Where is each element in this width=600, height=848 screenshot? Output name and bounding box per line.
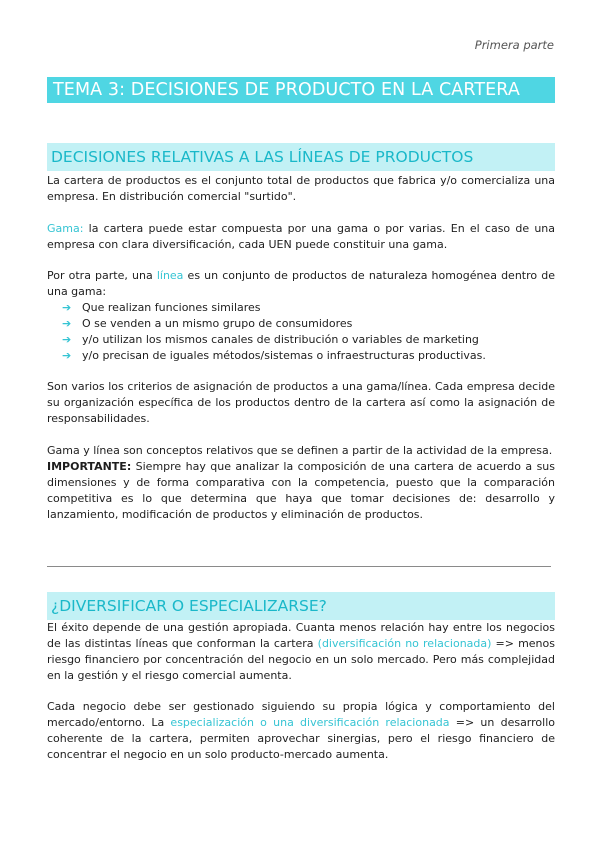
paragraph-cartera-text: La cartera de productos es el conjunto total de productos que fabrica y/o comercializa una empresa. En distribución comercial "surtido".: [47, 174, 555, 203]
section-heading-diversify: ¿DIVERSIFICAR O ESPECIALIZARSE?: [47, 592, 555, 620]
term-linea: línea: [156, 269, 184, 282]
list-item: [62, 316, 486, 332]
arrow-right-icon: ➔: [62, 301, 72, 314]
list-item-text: O se venden a un mismo grupo de consumidores: [82, 317, 353, 330]
term-diversificacion-no-relacionada: (diversificación no relacionada): [317, 637, 492, 650]
paragraph-gama: [47, 221, 555, 253]
paragraph-linea: [47, 268, 555, 300]
paragraph-gama-text: la cartera puede estar compuesta por una gama o por varias. En el caso de una empresa con clara diversificación, cada UEN puede constituir una gama.: [47, 222, 555, 251]
term-especializacion: especialización o una diversificación relacionada: [170, 716, 450, 729]
list-item-text: y/o utilizan los mismos canales de distribución o variables de marketing: [82, 333, 479, 346]
line-criteria-list: [62, 300, 486, 364]
paragraph-exito-post: => menos riesgo financiero por concentración del negocio en un solo mercado. Pero más complejidad en la gestión y el riesgo comercial aumenta.: [47, 637, 555, 682]
paragraph-negocio: [47, 699, 555, 763]
paragraph-linea-post: es un conjunto de productos de naturaleza homogénea dentro de una gama:: [47, 269, 555, 298]
arrow-right-icon: ➔: [62, 349, 72, 362]
paragraph-negocio-pre: Cada negocio debe ser gestionado siguiendo su propia lógica y comportamiento del mercado/entorno. La: [47, 700, 555, 729]
term-gama: Gama:: [47, 222, 84, 235]
list-item: [62, 332, 486, 348]
list-item-text: Que realizan funciones similares: [82, 301, 261, 314]
arrow-right-icon: ➔: [62, 333, 72, 346]
important-label: IMPORTANTE:: [47, 460, 132, 473]
paragraph-gama-linea-text: Gama y línea son conceptos relativos que se definen a partir de la actividad de la empresa.: [47, 444, 553, 457]
list-item: [62, 348, 486, 364]
paragraph-exito-pre: El éxito depende de una gestión apropiada. Cuanta menos relación hay entre los negocios de las distintas líneas que conforman la cartera: [47, 621, 555, 650]
list-item-text: y/o precisan de iguales métodos/sistemas o infraestructuras productivas.: [82, 349, 486, 362]
section-divider: [47, 566, 551, 567]
section-heading-product-lines: DECISIONES RELATIVAS A LAS LÍNEAS DE PRODUCTOS: [47, 143, 555, 171]
paragraph-importante-text: Siempre hay que analizar la composición de una cartera de acuerdo a sus dimensiones y de forma comparativa con la competencia, puesto que la comparación competitiva es lo que determina que haya que tomar decisiones de: desarrollo y lanzamiento, modificación de productos y eliminación de productos.: [47, 460, 555, 521]
paragraph-cartera: [47, 173, 555, 205]
page-section-label: Primera parte: [474, 38, 554, 52]
paragraph-exito: [47, 620, 555, 684]
arrow-right-icon: ➔: [62, 317, 72, 330]
paragraph-linea-pre: Por otra parte, una: [47, 269, 157, 282]
document-title: TEMA 3: DECISIONES DE PRODUCTO EN LA CARTERA: [47, 77, 555, 103]
paragraph-negocio-post: => un desarrollo coherente de la cartera, permiten aprovechar sinergias, pero el riesgo financiero de concentrar el negocio en un solo producto-mercado aumenta.: [47, 716, 555, 761]
paragraph-criterios: [47, 379, 555, 427]
list-item: [62, 300, 486, 316]
paragraph-criterios-text: Son varios los criterios de asignación de productos a una gama/línea. Cada empresa decide su organización específica de los productos dentro de la cartera así como la asignación de responsabilidades.: [47, 380, 555, 425]
paragraph-gama-linea: [47, 443, 555, 523]
